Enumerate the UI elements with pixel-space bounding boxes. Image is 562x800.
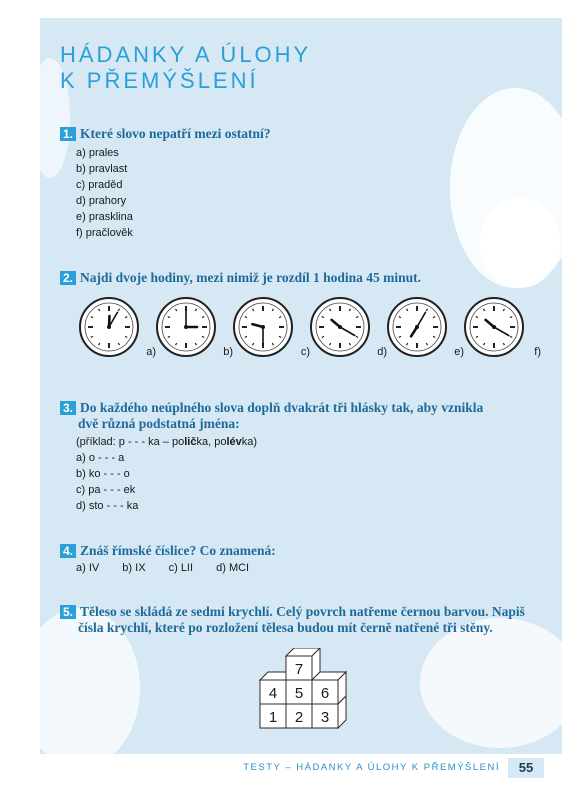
- clock-center: [184, 325, 188, 329]
- cube-top-face: [260, 672, 286, 680]
- cube-label: 3: [320, 709, 330, 726]
- question-2-heading: [60, 270, 530, 286]
- clock-label: f): [534, 346, 541, 358]
- question-number-badge: 4.: [60, 544, 76, 558]
- question-5-heading: [60, 604, 530, 620]
- option-item: b) IX: [122, 562, 146, 574]
- option-list: [60, 450, 530, 514]
- clock-center: [261, 325, 265, 329]
- example-highlight: li: [184, 436, 191, 448]
- example-suffix: ka): [241, 436, 258, 448]
- option-item: d) prahory: [76, 195, 127, 207]
- clock-center: [492, 325, 496, 329]
- question-number-badge: 2.: [60, 271, 76, 285]
- option-list: [60, 145, 530, 241]
- option-item: e) prasklina: [76, 211, 133, 223]
- question-2-text: Najdi dvoje hodiny, mezi nimiž je rozdíl 1 hodina 45 minut.: [80, 270, 422, 285]
- question-4-heading: [60, 543, 530, 559]
- option-item: b) pravlast: [76, 163, 128, 175]
- question-number-badge: 1.: [60, 127, 76, 141]
- question-2: [60, 270, 530, 286]
- question-1: [60, 126, 530, 241]
- clock-row: [78, 296, 541, 360]
- cube-figure: [256, 648, 356, 732]
- clock-center: [338, 325, 342, 329]
- question-3-heading: [60, 400, 530, 416]
- example-prefix: (příklad: p - - - ka – po: [76, 436, 185, 448]
- clock-center: [107, 325, 111, 329]
- example-text: [60, 434, 530, 450]
- option-row: [60, 562, 530, 574]
- paint-splash: [420, 618, 562, 748]
- page-footer: [0, 758, 562, 778]
- cube-label: 6: [320, 685, 330, 702]
- clock-face: [309, 296, 371, 358]
- option-item: c) LII: [168, 562, 194, 574]
- clock-label: b): [223, 346, 233, 358]
- question-4-text: Znáš římské číslice? Co znamená:: [80, 543, 276, 558]
- footer-text: TESTY – HÁDANKY A ÚLOHY K PŘEMÝŠLENÍ: [243, 762, 500, 773]
- option-item: a) IV: [76, 562, 100, 574]
- option-item: a) prales: [76, 147, 119, 159]
- cube-label: 5: [294, 685, 304, 702]
- clock-face: [232, 296, 294, 358]
- page-number: 55: [508, 758, 544, 778]
- example-highlight: lév: [226, 436, 242, 448]
- question-3-text-line-1: Do každého neúplného slova doplň dvakrát tři hlásky tak, aby vznikla: [80, 400, 484, 415]
- clock-6: [463, 296, 541, 360]
- example-middle: ka, po: [196, 436, 227, 448]
- question-5-text-line-2: čísla krychlí, které po rozložení tělesa budou mít černě natřené tři stěny.: [78, 620, 493, 635]
- clock-label: d): [377, 346, 387, 358]
- question-number-badge: 5.: [60, 605, 76, 619]
- cube-drawing: [256, 648, 356, 732]
- question-1-text: Které slovo nepatří mezi ostatní?: [80, 126, 271, 141]
- option-item: f) pračlověk: [76, 227, 133, 239]
- option-item: c) praděd: [76, 179, 123, 191]
- question-3: [60, 400, 530, 514]
- clock-face: [155, 296, 217, 358]
- question-5: [60, 604, 530, 636]
- question-4: [60, 543, 530, 574]
- clock-face: [386, 296, 448, 358]
- example-highlight: č: [190, 436, 197, 448]
- clock-center: [415, 325, 419, 329]
- clock-label: c): [300, 346, 310, 358]
- cube-label: 7: [294, 661, 304, 678]
- clock-face: [463, 296, 525, 358]
- option-item: a) o - - - a: [76, 452, 125, 464]
- clock-1: [78, 296, 156, 360]
- title-line-2: K PŘEMÝŠLENÍ: [60, 68, 259, 93]
- clock-4: [309, 296, 387, 360]
- question-number-badge: 3.: [60, 401, 76, 415]
- clock-2: [155, 296, 233, 360]
- question-3-text-line-2: dvě různá podstatná jména:: [78, 416, 240, 431]
- cube-label: 2: [294, 709, 304, 726]
- question-5-text-line-1: Těleso se skládá ze sedmi krychlí. Celý povrch natřeme černou barvou. Napiš: [80, 604, 525, 619]
- option-item: c) pa - - - ek: [76, 484, 136, 496]
- clock-face: [78, 296, 140, 358]
- page-title: [60, 42, 311, 94]
- cube-label: 1: [268, 709, 278, 726]
- cube-label: 4: [268, 685, 278, 702]
- title-line-1: HÁDANKY A ÚLOHY: [60, 42, 312, 67]
- option-item: b) ko - - - o: [76, 468, 130, 480]
- option-item: d) sto - - - ka: [76, 500, 139, 512]
- option-item: d) MCI: [216, 562, 250, 574]
- clock-3: [232, 296, 310, 360]
- clock-label: a): [146, 346, 156, 358]
- clock-label: e): [454, 346, 464, 358]
- clock-5: [386, 296, 464, 360]
- question-1-heading: [60, 126, 530, 142]
